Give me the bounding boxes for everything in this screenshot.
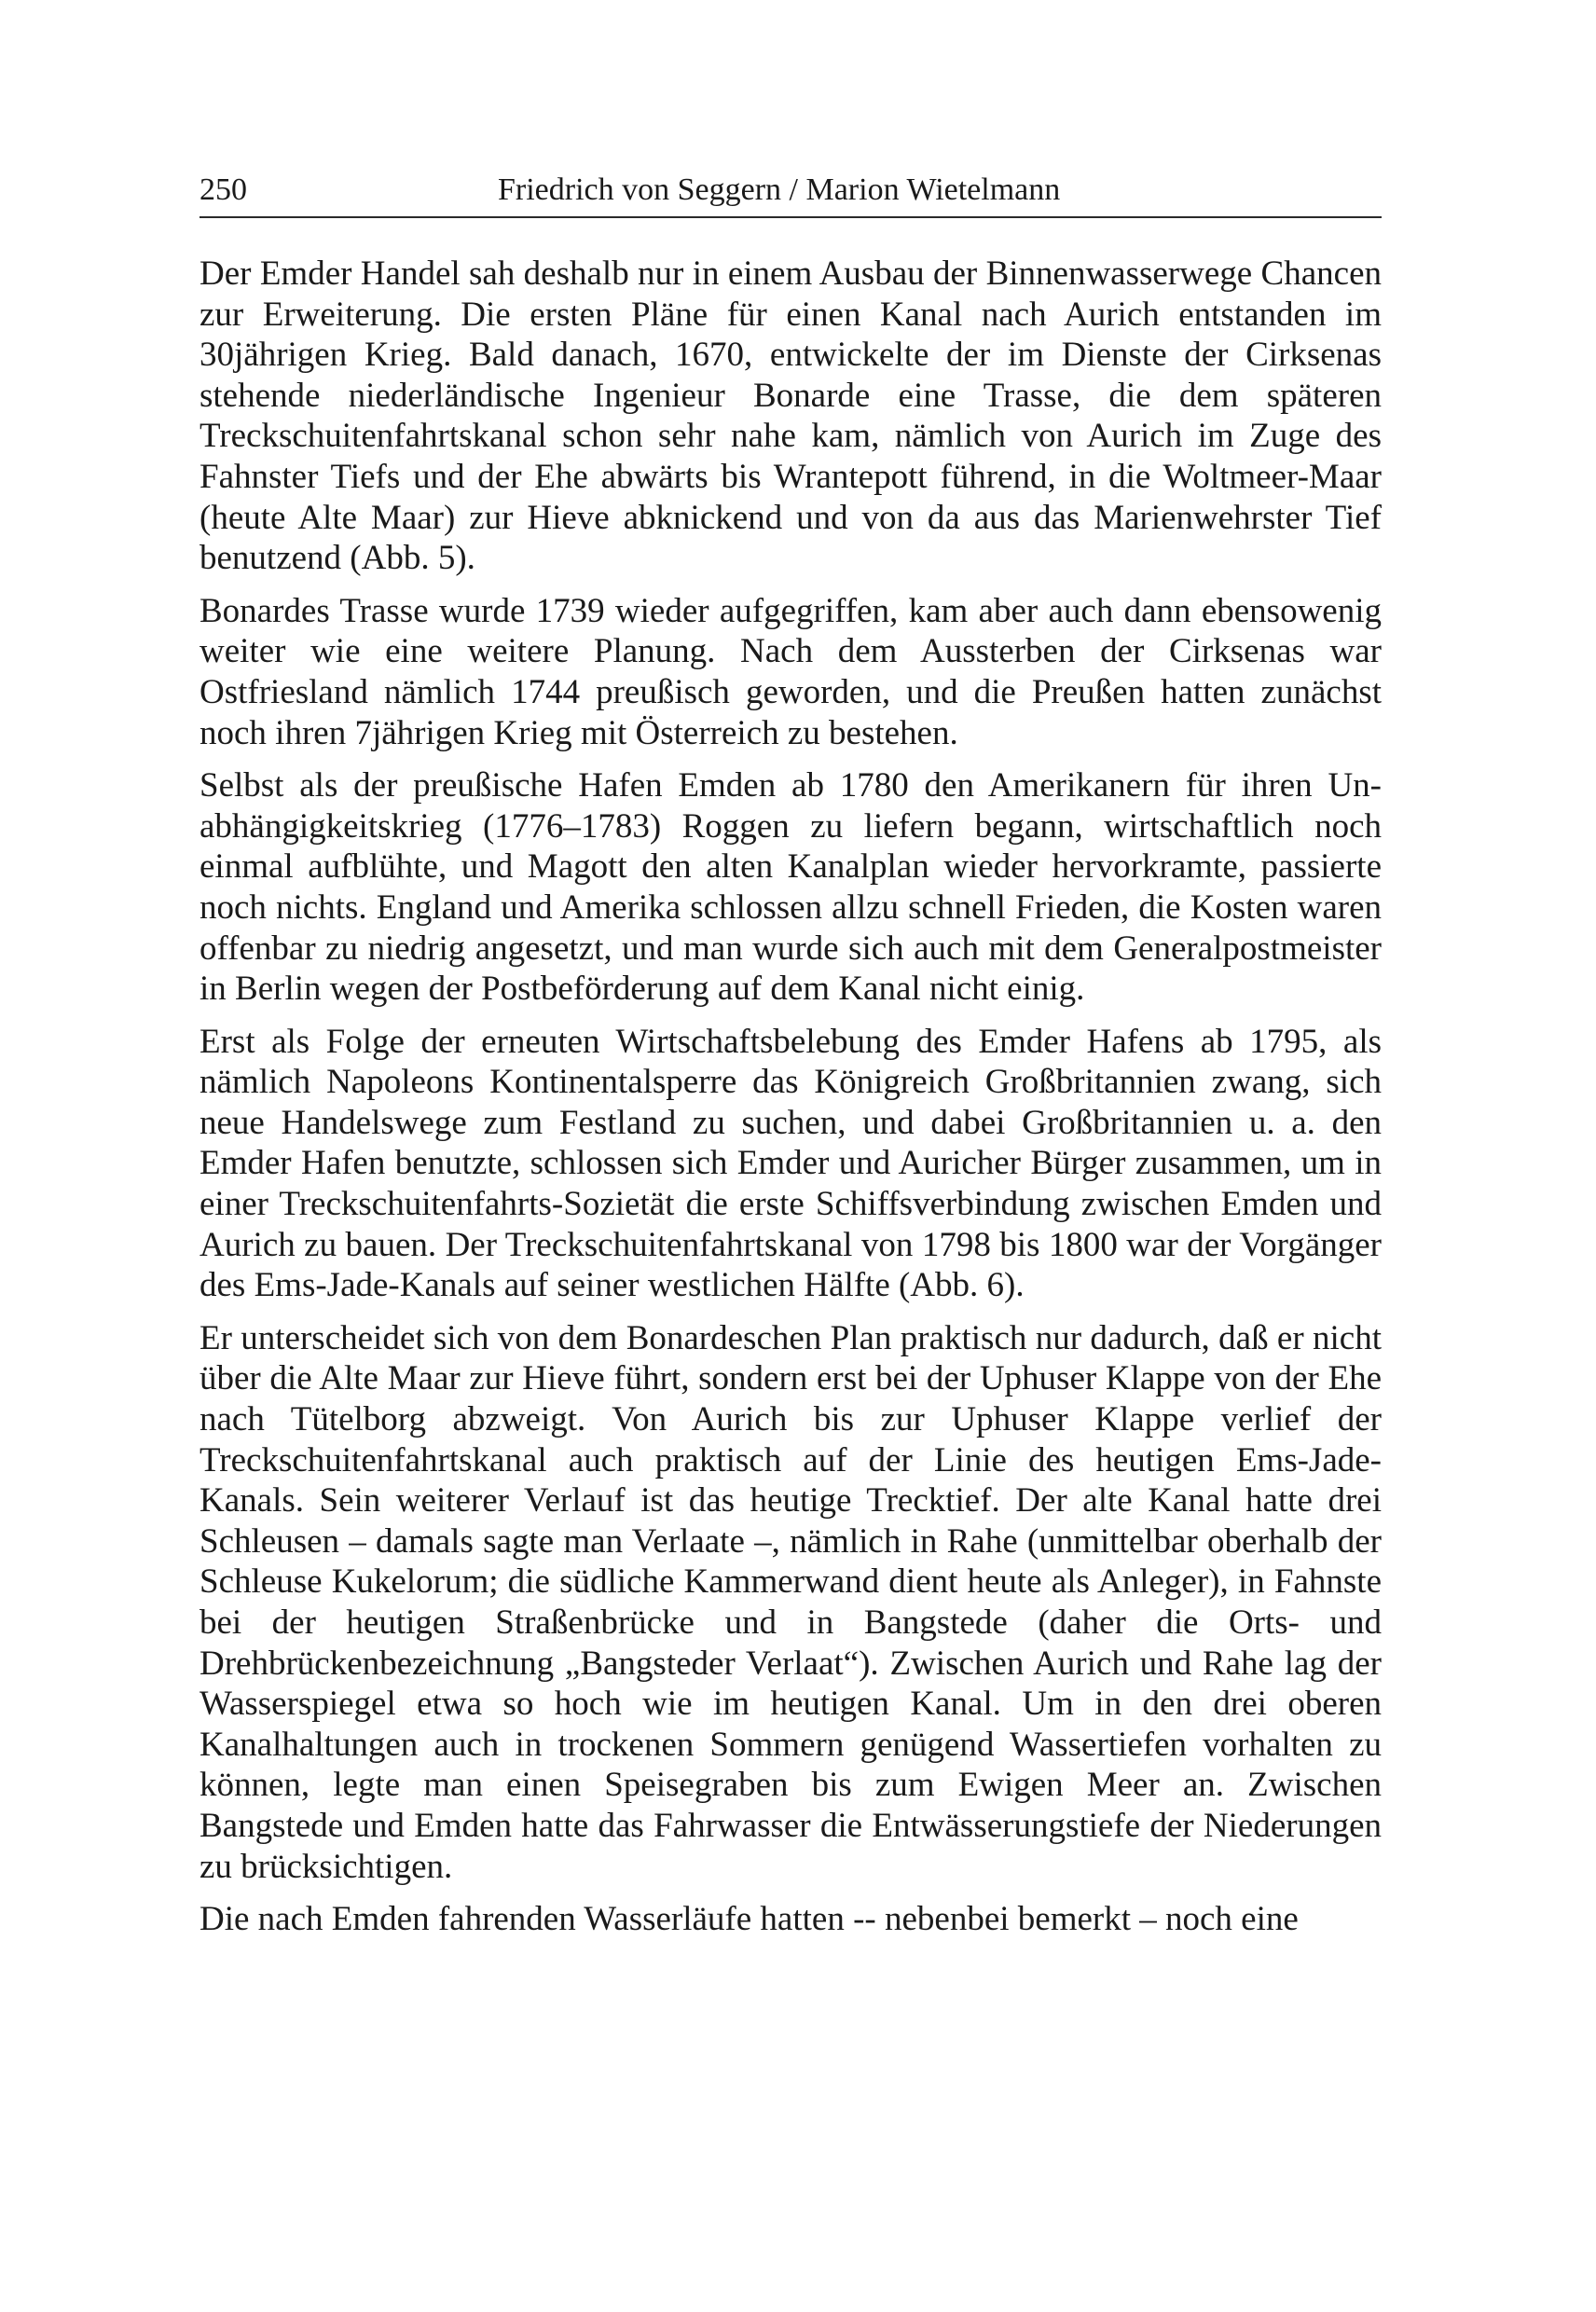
page-number: 250 — [200, 172, 247, 207]
body-text — [200, 254, 1382, 1952]
paragraph: Die nach Emden fahrenden Wasserläufe hatten -- nebenbei bemerkt – noch eine — [200, 1900, 1299, 1939]
running-header — [200, 170, 1382, 218]
paragraph: Bonardes Trasse wurde 1739 wieder aufgegriffen, kam aber auch dann ebensowenig weiter wie eine weitere Planung. Nach dem Aussterben der Cirksenas war Ostfriesland nämlich 1744 preußisch geworden, und die Preußen hatten zunächst noch ihren 7jährigen Krieg mit Österreich zu bestehen. — [200, 591, 1382, 752]
paragraph: Er unterscheidet sich von dem Bonardeschen Plan praktisch nur dadurch, daß er nicht über die Alte Maar zur Hieve führt, sondern erst bei der Uphuser Klappe von der Ehe nach Tütelborg abzweigt. Von Aurich bis zur Uphuser Klappe verlief der Treckschuitenfahrtskanal auch praktisch auf der Linie des heutigen Ems-Jade-Kanals. Sein weiterer Verlauf ist das heutige Trecktief. Der alte Kanal hatte drei Schleusen – damals sagte man Verlaate –, nämlich in Rahe (unmittelbar oberhalb der Schleuse Kukelorum; die südliche Kammerwand dient heute als Anleger), in Fahnste bei der heutigen Straßenbrücke und in Bangstede (daher die Orts- und Drehbrückenbezeichnung „Bangsteder Verlaat“). Zwischen Aurich und Rahe lag der Wasserspiegel etwa so hoch wie im heutigen Kanal. Um in den drei oberen Kanalhaltungen auch in trockenen Sommern genügend Wassertiefen vorhalten zu können, legte man einen Speisegraben bis zum Ewigen Meer an. Zwischen Bangstede und Emden hatte das Fahrwasser die Entwässerungstiefe der Niederungen zu brücksichtigen. — [200, 1318, 1382, 1886]
document-page — [200, 0, 1382, 2312]
paragraph: Selbst als der preußische Hafen Emden ab 1780 den Amerikanern für ihren Unabhängigkeitskrieg (1776–1783) Roggen zu liefern begann, wirtschaftlich noch einmal aufblühte, und Magott den alten Kanalplan wieder hervorkramte, passierte noch nichts. England und Amerika schlossen allzu schnell Frieden, die Kosten waren offenbar zu niedrig angesetzt, und man wurde sich auch mit dem Generalpostmeister in Berlin wegen der Postbeförderung auf dem Kanal nicht einig. — [200, 766, 1382, 1009]
paragraph: Der Emder Handel sah deshalb nur in einem Ausbau der Binnenwasserwege Chancen zur Erweiterung. Die ersten Pläne für einen Kanal nach Aurich entstanden im 30jährigen Krieg. Bald danach, 1670, entwickelte der im Dienste der Cirksenas stehende niederländische Ingenieur Bonarde eine Trasse, die dem späteren Treckschuitenfahrtskanal schon sehr nahe kam, nämlich von Aurich im Zuge des Fahnster Tiefs und der Ehe abwärts bis Wrantepott führend, in die Woltmeer-Maar (heute Alte Maar) zur Hieve abknickend und von da aus das Marienwehrster Tief benutzend (Abb. 5). — [200, 255, 1382, 578]
running-title: Friedrich von Seggern / Marion Wietelmann — [498, 172, 1061, 207]
paragraph: Erst als Folge der erneuten Wirtschaftsbelebung des Emder Hafens ab 1795, als nämlich Napoleons Kontinentalsperre das Königreich Großbritannien zwang, sich neue Handelswege zum Festland zu suchen, und dabei Großbritannien u. a. den Emder Hafen benutzte, schlossen sich Emder und Auricher Bürger zusammen, um in einer Treckschuitenfahrts-Sozietät die erste Schiffsverbindung zwischen Emden und Aurich zu bauen. Der Treckschuitenfahrtskanal von 1798 bis 1800 war der Vorgänger des Ems-Jade-Kanals auf seiner westlichen Hälfte (Abb. 6). — [200, 1022, 1382, 1305]
